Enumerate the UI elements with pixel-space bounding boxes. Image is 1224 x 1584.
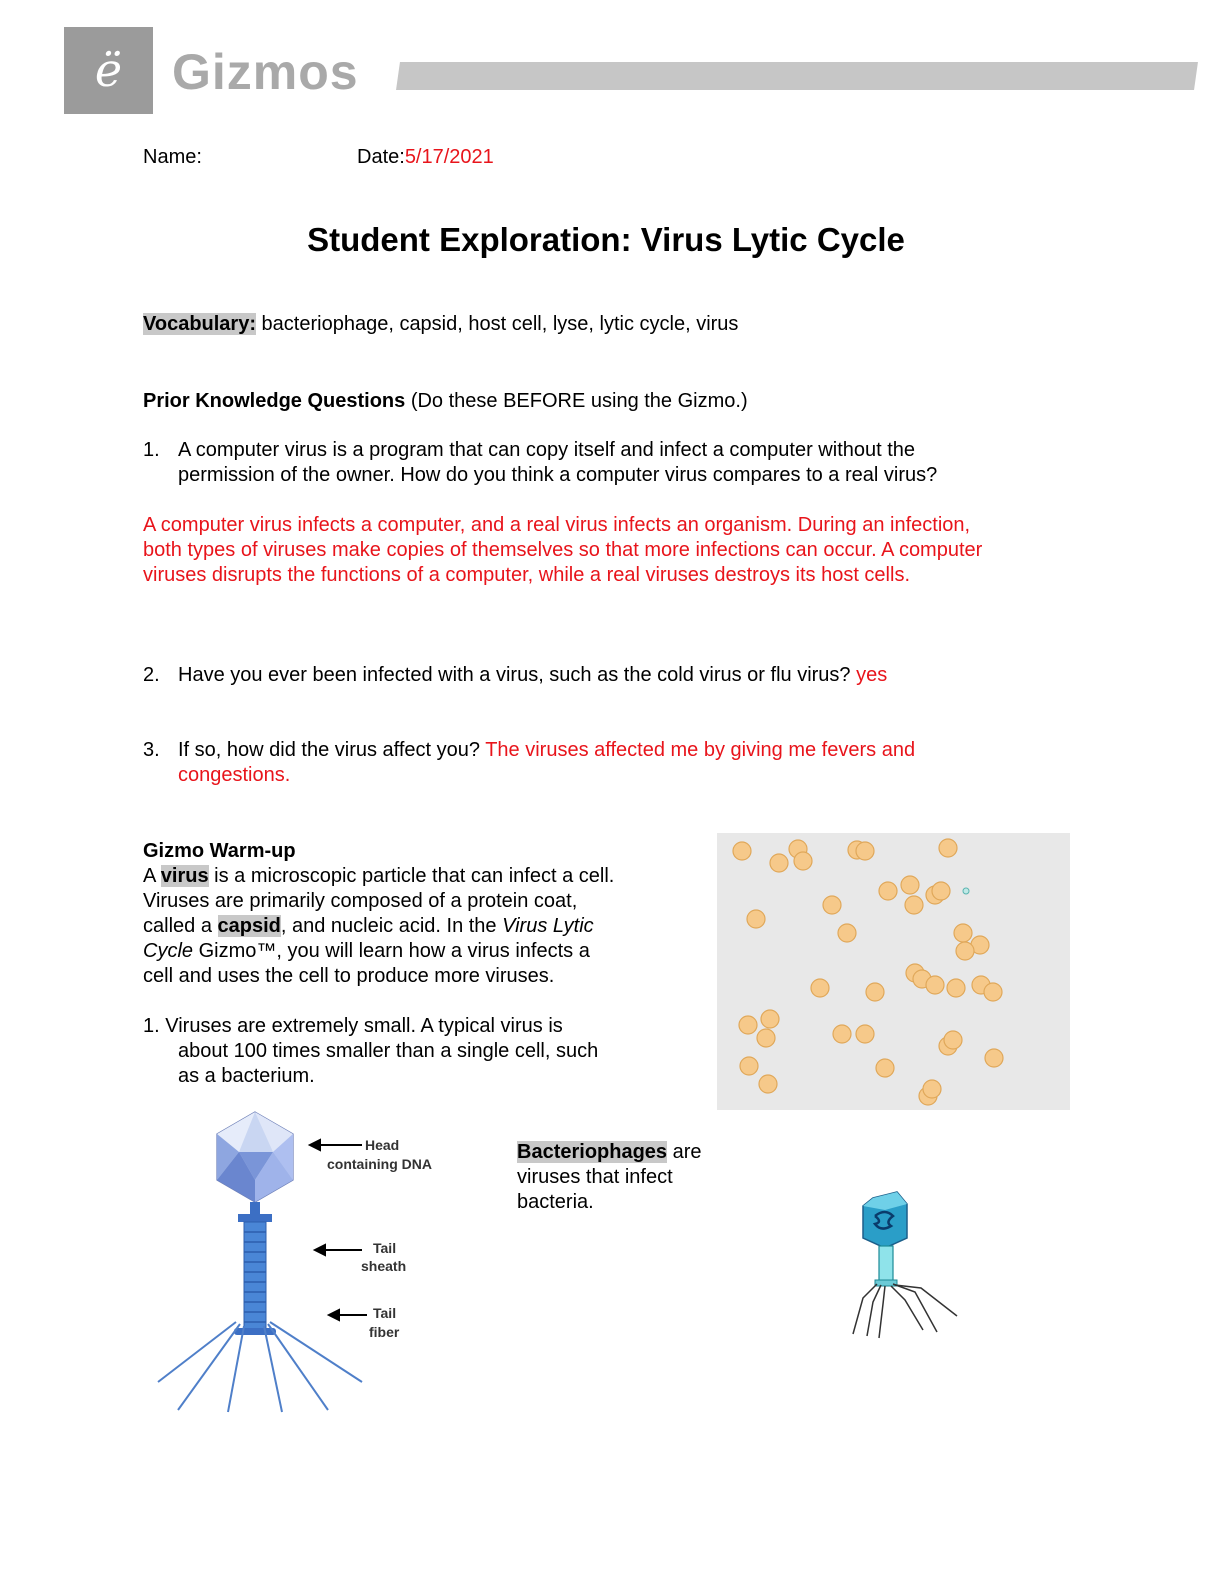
label-tail-sheath-2: sheath [361, 1258, 407, 1274]
term-bacteriophages: Bacteriophages [517, 1141, 668, 1163]
question-1-number: 1. [143, 439, 160, 461]
prior-heading-text: Prior Knowledge Questions [143, 390, 406, 412]
warmup-line-1 [143, 864, 614, 889]
answer-1-line-2: both types of viruses make copies of themselves so that more infections can occur. A computer [143, 539, 983, 561]
answer-3-line-2: congestions. [178, 764, 291, 786]
warmup-text: , and nucleic acid. In the [280, 915, 503, 937]
warmup-line-2: Viruses are primarily composed of a protein coat, [143, 890, 578, 912]
label-tail-sheath-1: Tail [373, 1240, 397, 1256]
warmup-item-1-line-1: 1. Viruses are extremely small. A typical virus is [143, 1015, 563, 1037]
vocabulary-line [143, 312, 738, 337]
label-containing-dna: containing DNA [327, 1156, 432, 1172]
phage-head-icon [217, 1112, 293, 1202]
warmup-line-5: cell and uses the cell to produce more viruses. [143, 965, 555, 987]
tail-fibers-icon [158, 1322, 362, 1412]
answer-2: yes [856, 664, 888, 686]
question-3-text: If so, how did the virus affect you? [178, 739, 486, 761]
answer-1-line-1: A computer virus infects a computer, and a real virus infects an organism. During an infection, [143, 514, 971, 536]
warmup-line-3 [143, 914, 594, 939]
question-2-number: 2. [143, 664, 160, 686]
bacteriophage-line-2: viruses that infect [517, 1166, 673, 1188]
bacteriophage-text: are [667, 1141, 702, 1163]
vocabulary-label: Vocabulary: [143, 313, 256, 335]
term-virus: virus [160, 865, 209, 887]
warmup-heading: Gizmo Warm-up [143, 840, 296, 862]
question-1-line-2: permission of the owner. How do you think a computer virus compares to a real virus? [178, 464, 938, 486]
explorelearning-logo-icon: ë [94, 43, 123, 97]
bacteriophage-line-3: bacteria. [517, 1191, 594, 1213]
bacteriophage-line-1 [517, 1140, 702, 1165]
warmup-item-1-line-2: about 100 times smaller than a single cell, such [178, 1040, 599, 1062]
question-3-number: 3. [143, 739, 160, 761]
page-title: Student Exploration: Virus Lytic Cycle [307, 221, 905, 258]
name-label: Name: [143, 146, 202, 168]
label-tail-fiber-1: Tail [373, 1305, 397, 1321]
warmup-text: A [143, 865, 161, 887]
header-bar [396, 62, 1198, 90]
date-line [357, 145, 494, 170]
prior-knowledge-heading [143, 389, 748, 414]
gizmo-name-italic: Cycle [143, 940, 194, 962]
warmup-text: is a microscopic particle that can infect a cell. [208, 865, 615, 887]
warmup-text: Gizmo™, you will learn how a virus infects a [193, 940, 590, 962]
warmup-item-1-line-3: as a bacterium. [178, 1065, 315, 1087]
warmup-text: called a [143, 915, 218, 937]
brand-name: Gizmos [172, 44, 359, 100]
tail-sheath-icon [244, 1222, 266, 1332]
warmup-line-4 [143, 939, 590, 964]
virus-particles-image [717, 833, 1070, 1110]
question-2 [178, 663, 887, 688]
question-3 [178, 738, 915, 763]
gizmo-name-italic: Virus Lytic [502, 915, 594, 937]
vocabulary-terms: bacteriophage, capsid, host cell, lyse, lytic cycle, virus [256, 313, 739, 335]
prior-heading-note: (Do these BEFORE using the Gizmo.) [405, 390, 748, 412]
label-head: Head [365, 1137, 400, 1153]
term-capsid: capsid [217, 915, 281, 937]
date-value: 5/17/2021 [404, 146, 494, 168]
answer-1-line-3: viruses disrupts the functions of a computer, while a real viruses destroys its host cells. [143, 564, 911, 586]
gizmo-simulation-panel [717, 833, 1070, 1110]
cartoon-bacteriophage-icon [845, 1190, 965, 1340]
label-tail-fiber-2: fiber [369, 1324, 400, 1340]
question-2-text: Have you ever been infected with a virus, such as the cold virus or flu virus? [178, 664, 857, 686]
question-1-line-1: A computer virus is a program that can copy itself and infect a computer without the [178, 439, 916, 461]
answer-3-line-1: The viruses affected me by giving me fevers and [485, 739, 916, 761]
date-label: Date: [357, 146, 405, 168]
